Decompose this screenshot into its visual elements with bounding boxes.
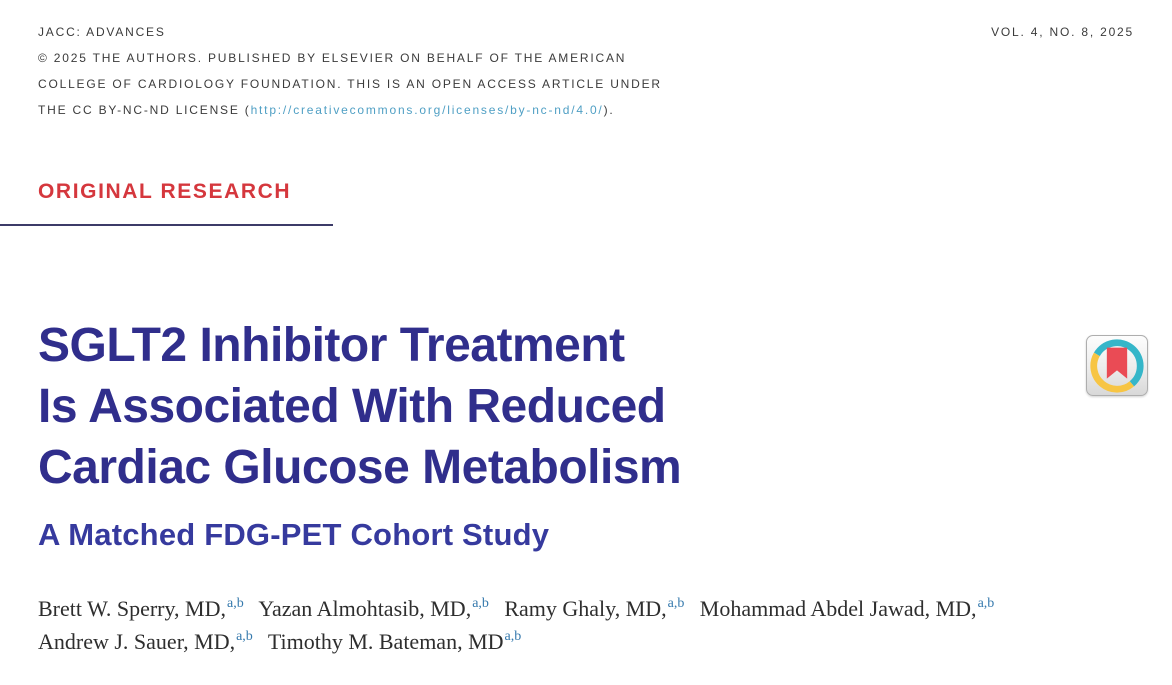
author <box>268 629 521 654</box>
author <box>258 596 489 621</box>
license-suffix: ). <box>603 103 615 117</box>
title-line-3: Cardiac Glucose Metabolism <box>38 441 682 494</box>
author-list <box>38 592 1098 658</box>
author-line-1 <box>38 592 1098 625</box>
article-subtitle: A Matched FDG-PET Cohort Study <box>38 517 550 552</box>
author-affiliation-sup: a,b <box>227 595 244 611</box>
author-affiliation-sup: a,b <box>504 628 522 644</box>
author-name: Yazan Almohtasib, MD, <box>258 596 472 621</box>
license-prefix: THE CC BY-NC-ND LICENSE ( <box>38 103 251 117</box>
author-name: Brett W. Sperry, MD, <box>38 596 227 621</box>
copyright-line-1: © 2025 THE AUTHORS. PUBLISHED BY ELSEVIER ON BEHALF OF THE AMERICAN <box>38 51 627 65</box>
title-line-1: SGLT2 Inhibitor Treatment <box>38 319 625 372</box>
copyright-line-2: COLLEGE OF CARDIOLOGY FOUNDATION. THIS IS AN OPEN ACCESS ARTICLE UNDER <box>38 77 662 91</box>
author-affiliation-sup: a,b <box>472 595 489 611</box>
author-affiliation-sup: a,b <box>236 628 253 644</box>
plumx-metrics-icon <box>1087 335 1147 396</box>
journal-name: JACC: ADVANCES <box>38 25 166 39</box>
section-divider <box>0 224 333 226</box>
license-link[interactable]: http://creativecommons.org/licenses/by-nc-nd/4.0/ <box>250 103 604 117</box>
article-title <box>38 315 681 498</box>
author <box>38 629 253 654</box>
plumx-badge-button[interactable] <box>1086 335 1148 396</box>
title-line-2: Is Associated With Reduced <box>38 380 666 433</box>
author-name: Ramy Ghaly, MD, <box>504 596 667 621</box>
author-affiliation-sup: a,b <box>977 595 995 611</box>
author <box>504 596 684 621</box>
author-affiliation-sup: a,b <box>667 595 685 611</box>
volume-info: VOL. 4, NO. 8, 2025 <box>991 25 1134 39</box>
author-name: Andrew J. Sauer, MD, <box>38 629 236 654</box>
license-line <box>38 97 662 123</box>
author <box>700 596 995 621</box>
section-label: ORIGINAL RESEARCH <box>38 180 292 203</box>
author-line-2 <box>38 625 1098 658</box>
masthead <box>38 19 662 123</box>
author-name: Timothy M. Bateman, MD <box>267 629 504 654</box>
author-name: Mohammad Abdel Jawad, MD, <box>699 596 977 621</box>
author <box>38 596 244 621</box>
